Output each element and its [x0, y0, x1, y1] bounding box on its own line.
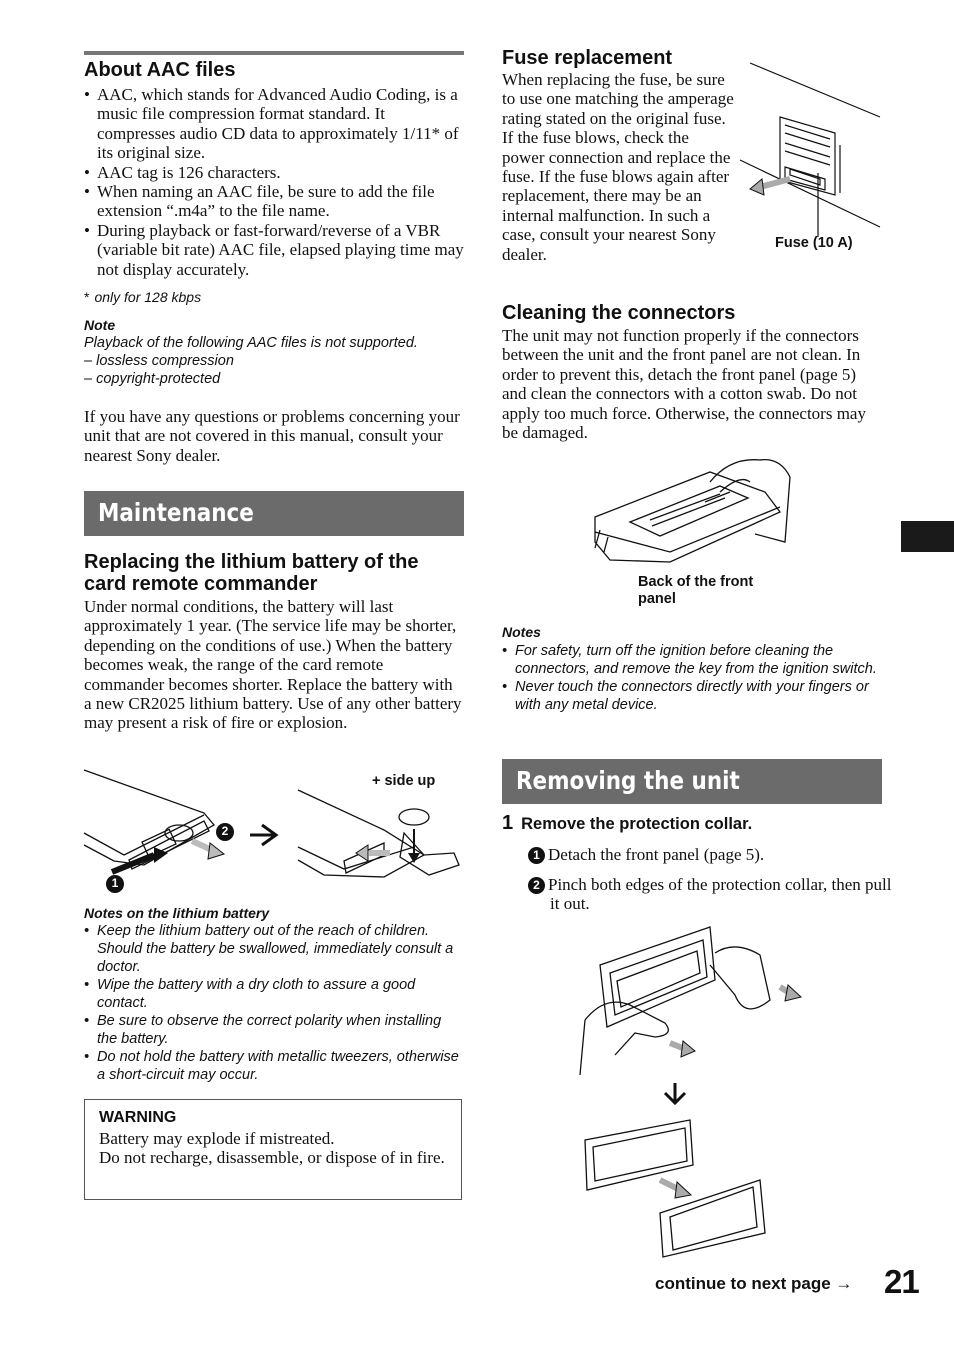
- section-tab: [901, 521, 954, 552]
- battery-step-1-label: 1: [111, 876, 119, 890]
- substep-text: Detach the front panel (page 5).: [548, 845, 765, 864]
- battery-side-up-label: + side up: [372, 773, 436, 789]
- continue-label: [655, 1273, 852, 1295]
- battery-note: • Wipe the battery with a dry cloth to assure a good contact.: [84, 976, 464, 1012]
- cleaning-label-line: panel: [638, 591, 676, 607]
- removing-banner-title: Removing the unit: [516, 766, 740, 795]
- cleaning-notes-title: Notes: [502, 624, 541, 640]
- battery-body: Under normal conditions, the battery will last approximately 1 year. (The service life may be shorter, depending on the conditions of use.) When the battery becomes weak, the range of the card remote commander becomes shorter. Replace the battery with a new CR2025 lithium battery. Use of any other battery may present a risk of fire or explosion.: [84, 597, 462, 733]
- aac-bullets: [84, 85, 464, 279]
- footnote-mark: *: [84, 289, 90, 305]
- cleaning-note: • For safety, turn off the ignition before cleaning the connectors, and remove the key from the ignition switch.: [502, 642, 882, 678]
- page-number: 21: [884, 1263, 919, 1300]
- substep-text: Pinch both edges of the protection collar, then pull it out.: [548, 875, 892, 914]
- fuse-illustration: [740, 55, 885, 255]
- substep-number: 2: [528, 877, 545, 894]
- aac-note-line: – copyright-protected: [84, 371, 221, 387]
- cleaning-label-line: Back of the front: [638, 574, 754, 590]
- battery-heading: Replacing the lithium battery of the card remote commander: [84, 551, 419, 595]
- aac-footnote: [84, 288, 201, 306]
- aac-bullet: • When naming an AAC file, be sure to add the file extension “.m4a” to the file name.: [84, 182, 464, 221]
- substep: [528, 845, 900, 864]
- fuse-heading: Fuse replacement: [502, 47, 673, 69]
- aac-note-title: Note: [84, 317, 116, 333]
- step-number: 1: [502, 812, 514, 834]
- aac-heading: About AAC files: [84, 59, 236, 81]
- top-rule: [84, 51, 464, 55]
- fuse-body: When replacing the fuse, be sure to use one matching the amperage rating stated on the original fuse. If the fuse blows, check the power connection and replace the fuse. If the fuse blows again after replacement, there may be an internal malfunction. In such a case, consult your nearest Sony dealer.: [502, 70, 734, 264]
- aac-bullet: • AAC tag is 126 characters.: [84, 163, 464, 182]
- removal-figure: [575, 925, 810, 1265]
- step-1: [502, 812, 752, 835]
- battery-note: • Be sure to observe the correct polarity when installing the battery.: [84, 1012, 464, 1048]
- cleaning-label: [638, 574, 753, 608]
- battery-step-2-label: 2: [221, 824, 229, 838]
- footnote-text: only for 128 kbps: [94, 289, 202, 305]
- fuse-figure: [740, 55, 885, 255]
- cleaning-figure: [590, 452, 800, 612]
- warning-title: WARNING: [99, 1109, 177, 1126]
- cleaning-body: The unit may not function properly if the connectors between the unit and the front panel are not clean. In order to prevent this, detach the front panel (page 5) and clean the connectors with a cotton swab. Do not apply too much force. Otherwise, the connectors may be damaged.: [502, 326, 866, 443]
- fuse-label: Fuse (10 A): [775, 235, 853, 251]
- battery-note: • Do not hold the battery with metallic tweezers, otherwise a short-circuit may occur.: [84, 1048, 464, 1084]
- aac-note: [84, 334, 464, 388]
- maintenance-banner: [84, 491, 464, 536]
- continue-text: continue to next page: [655, 1274, 831, 1293]
- substep-number: 1: [528, 847, 545, 864]
- continue-arrow: →: [835, 1274, 853, 1293]
- warning-line: Do not recharge, disassemble, or dispose of in fire.: [99, 1148, 445, 1168]
- step-title: Remove the protection collar.: [521, 815, 753, 833]
- maintenance-banner-title: Maintenance: [98, 498, 254, 527]
- removing-banner: [502, 759, 882, 804]
- aac-note-line: – lossless compression: [84, 353, 234, 369]
- cleaning-note: • Never touch the connectors directly with your fingers or with any metal device.: [502, 678, 882, 714]
- battery-note: • Keep the lithium battery out of the reach of children. Should the battery be swallowed, immediately consult a doctor.: [84, 922, 464, 976]
- warning-line: Battery may explode if mistreated.: [99, 1129, 335, 1148]
- battery-notes-title: Notes on the lithium battery: [84, 905, 270, 921]
- aac-bullet: • AAC, which stands for Advanced Audio Coding, is a music file compression format standard. It compresses audio CD data to approximately 1/11* of its original size.: [84, 85, 464, 163]
- battery-figure: [84, 765, 464, 900]
- substep: [528, 875, 895, 914]
- battery-notes: [84, 922, 464, 1084]
- warning-box: [84, 1099, 462, 1200]
- cleaning-heading: Cleaning the connectors: [502, 302, 736, 324]
- aac-note-line: Playback of the following AAC files is not supported.: [84, 335, 418, 351]
- aac-bullet: • During playback or fast-forward/reverse of a VBR (variable bit rate) AAC file, elapsed playing time may not display accurately.: [84, 221, 464, 279]
- removal-illustration: [575, 925, 810, 1265]
- contact-paragraph: If you have any questions or problems concerning your unit that are not covered in this manual, consult your nearest Sony dealer.: [84, 407, 460, 465]
- cleaning-notes: [502, 642, 882, 714]
